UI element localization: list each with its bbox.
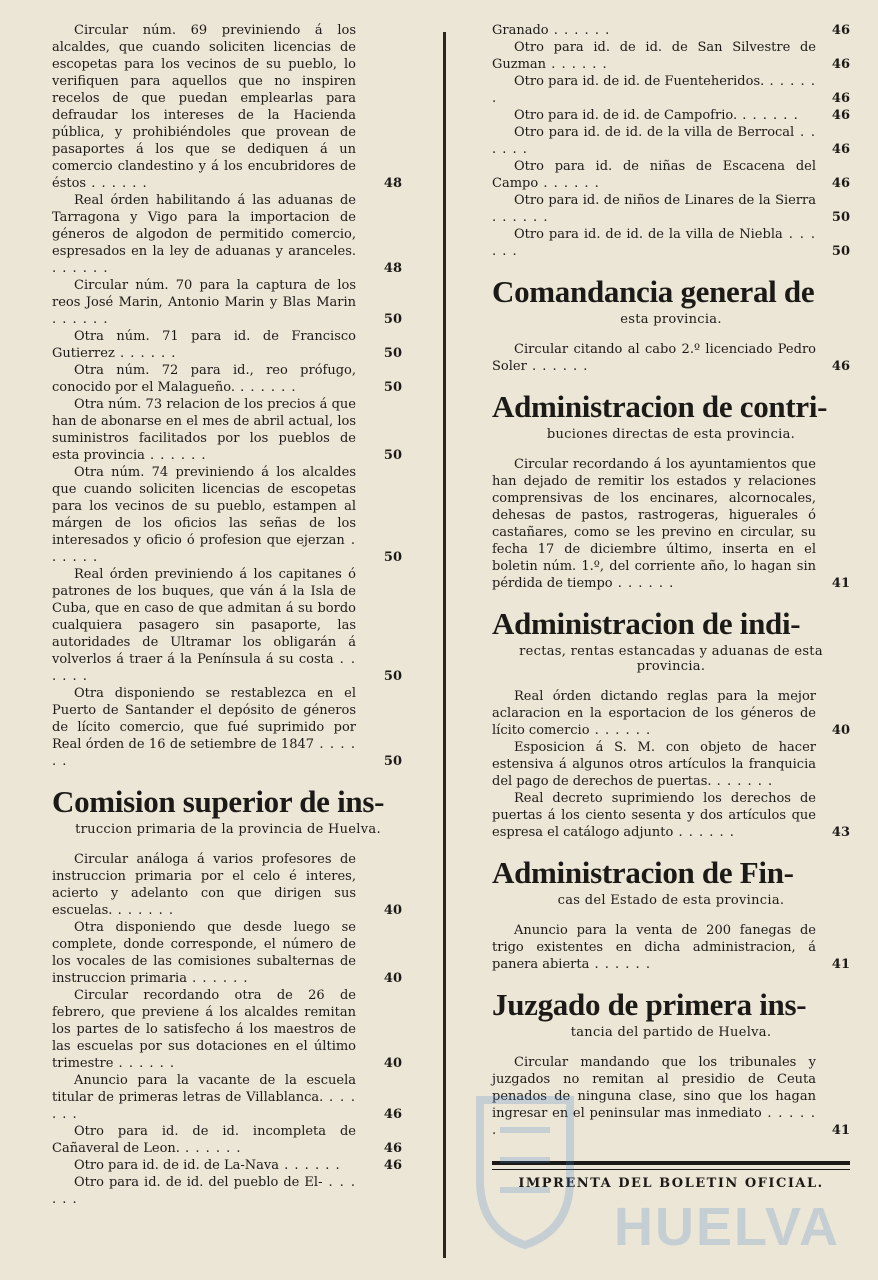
section-subheading: esta provincia. (620, 312, 722, 327)
leader-dots: . . . . . . (86, 176, 148, 191)
index-entry (52, 277, 404, 328)
leader-dots: . . . . . . (52, 652, 357, 684)
index-entry (492, 124, 850, 158)
entry-text: Real órden previniendo á los capitanes ó patrones de los buques, que ván á la Isla de Cuba, que en caso de que admitan á su bordo cualquiera pasagero sin pasaporte, las autoridades de Ultramar los obligarán á volverlos á traer á la Península á su costa (52, 567, 356, 667)
index-entry (492, 739, 850, 790)
section-subheading-comision: truccion primaria de la provincia de Huelva. (75, 822, 381, 837)
leader-dots: . . . . . . (589, 723, 652, 738)
page-number: 48 (383, 261, 402, 276)
left-column (52, 22, 404, 1208)
entry-text: Otro para id. de niños de Linares de la Sierra (514, 193, 816, 208)
index-entry (492, 1054, 850, 1139)
leader-dots: . . . . . . (113, 1056, 176, 1071)
index-entry (492, 456, 850, 592)
entry-text: Otro para id. de id. de la villa de Berrocal (514, 125, 795, 140)
leader-dots: . . . . . . (144, 448, 207, 463)
entry-text: Otra núm. 74 previniendo á los alcaldes que cuando soliciten licencias de escopetas para los vecinos de su pueblo, estampen al márgen de los oficios las señas de los interesados y oficio ó profesion que ejerzan (52, 465, 356, 548)
page-number: 48 (383, 176, 402, 191)
footer-rule-thin (492, 1169, 850, 1170)
index-entry (492, 688, 850, 739)
column-divider (443, 32, 446, 1258)
page-number: 50 (383, 669, 402, 684)
leader-dots: . . . . . . (546, 57, 608, 72)
index-entry (52, 1157, 404, 1174)
page-number: 41 (831, 1123, 850, 1138)
entry-text: Real órden habilitando á las aduanas de Tarragona y Vigo para la importacion de géneros de algodon de permitido comercio, espresados en la ley de aduanas y aranceles. (52, 193, 356, 259)
page-number: 50 (831, 244, 850, 259)
page-number: 46 (383, 1158, 402, 1173)
page-number: 46 (831, 57, 850, 72)
index-entry (52, 919, 404, 987)
section-subheading: cas del Estado de esta provincia. (557, 893, 785, 908)
index-entry (52, 987, 404, 1072)
leader-dots: . . . . . . (492, 1106, 816, 1138)
entry-text: Otra disponiendo se restablezca en el Puerto de Santander el depósito de géneros de lícito comercio, que fué suprimido por Real órden de 16 de setiembre de 1847 (52, 686, 356, 752)
entry-text: Circular núm. 69 previniendo á los alcaldes, que cuando soliciten licencias de escopetas para los vecinos de su pueblo, lo verifiquen para aquellos que no inspiren recelos de que puedan emplearlas para defraudar los intereses de la Hacienda pública, y prohibiéndoles que provean de pasaportes á los que se dediquen á un comercio clandestino y á los encubridores de éstos (52, 23, 356, 191)
page-number: 46 (831, 359, 850, 374)
page-number: 46 (831, 142, 850, 157)
index-entry (492, 22, 850, 39)
leader-dots: . . . . . . (52, 261, 109, 276)
page-number: 50 (383, 754, 402, 769)
leader-dots: . . . . . . (52, 1090, 356, 1122)
page-number: 50 (383, 380, 402, 395)
leader-dots: . . . . . . (112, 903, 175, 918)
section-heading: Administracion de Fin- (492, 855, 794, 890)
left-entries (52, 22, 404, 770)
index-entry (52, 192, 404, 277)
entry-text: Otro para id. de id. de Campofrio. (514, 108, 738, 123)
index-entry (52, 851, 404, 919)
leader-dots: . . . . . . (186, 971, 249, 986)
index-entry (492, 341, 850, 375)
index-entry (52, 328, 404, 362)
entry-text: Otra núm. 73 relacion de los precios á que han de abonarse en el mes de abril actual, los suministros facilitados por los pueblos de esta provincia (52, 397, 356, 463)
index-entry (492, 39, 850, 73)
entry-text: Otro para id. de id. incompleta de Cañaveral de Leon. (52, 1124, 356, 1156)
entry-text: Otro para id. de id. de San Silvestre de Guzman (492, 40, 816, 72)
right-sections (492, 274, 850, 1139)
leader-dots: . . . . . . (526, 359, 589, 374)
leader-dots: . . . . . . (492, 227, 817, 259)
leader-dots: . . . . . . (52, 312, 109, 327)
page-number: 41 (831, 957, 850, 972)
entry-text: Circular citando al cabo 2.º licenciado Pedro Soler (492, 342, 816, 374)
imprint-footer: IMPRENTA DEL BOLETIN OFICIAL. (518, 1176, 824, 1191)
leader-dots: . . . . . . (52, 1175, 356, 1207)
entry-text: Otro para id. de niñas de Escacena del Campo (492, 159, 816, 191)
page-number: 46 (383, 1141, 402, 1156)
index-entry (492, 226, 850, 260)
index-entry (492, 790, 850, 841)
entry-text: Anuncio para la vacante de la escuela titular de primeras letras de Villablanca. (52, 1073, 356, 1105)
page-number: 50 (383, 312, 402, 327)
leader-dots: . . . . . . (673, 825, 735, 840)
entry-text: Anuncio para la venta de 200 fanegas de trigo existentes en dicha administracion, á panera abierta (492, 923, 816, 972)
section-subheading: tancia del partido de Huelva. (570, 1025, 772, 1040)
index-entry (52, 396, 404, 464)
leader-dots: . . . . . . (737, 108, 799, 123)
page-number: 40 (383, 971, 402, 986)
page-number: 50 (383, 448, 402, 463)
index-entry (52, 685, 404, 770)
leader-dots: . . . . . . (114, 346, 177, 361)
index-entry (52, 22, 404, 192)
index-entry (52, 1072, 404, 1123)
right-column (492, 22, 850, 1191)
right-entries (492, 22, 850, 260)
entry-text: Circular núm. 70 para la captura de los reos José Marin, Antonio Marin y Blas Marin (52, 278, 356, 310)
page-number: 50 (383, 346, 402, 361)
leader-dots: . . . . . . (538, 176, 600, 191)
section-heading: Juzgado de primera ins- (492, 987, 807, 1022)
entry-text: Circular análoga á varios profesores de instruccion primaria por el celo é interes, acierto y adelanto con que dirigen sus escuelas. (52, 852, 356, 918)
leader-dots: . . . . . . (234, 380, 297, 395)
leader-dots: . . . . . . (492, 74, 816, 106)
index-entry (52, 566, 404, 685)
page-number: 50 (383, 550, 402, 565)
entry-text: Granado (492, 23, 549, 38)
leader-dots: . . . . . . (52, 533, 357, 565)
page-number: 40 (383, 1056, 402, 1071)
index-entry (492, 192, 850, 226)
page-number: 46 (831, 108, 850, 123)
entry-text: Real órden dictando reglas para la mejor aclaracion en la esportacion de los géneros de lícito comercio (492, 689, 816, 738)
leader-dots: . . . . . . (492, 125, 816, 157)
entry-text: Otro para id. de id. del pueblo de El- (74, 1175, 323, 1190)
entry-text: Circular recordando otra de 26 de febrero, que previene á los alcaldes remitan los partes de lo satisfecho á los maestros de las escuelas por sus dotaciones en el último trimestre (52, 988, 356, 1071)
entry-text: Real decreto suprimiendo los derechos de puertas á los ciento sesenta y dos artículos que espresa el catálogo adjunto (492, 791, 816, 840)
index-entry (492, 107, 850, 124)
section-subheading: buciones directas de esta provincia. (546, 427, 796, 442)
index-entry (52, 1123, 404, 1157)
section-subheading: rectas, rentas estancadas y aduanas de esta provincia. (519, 644, 823, 674)
page-number: 40 (383, 903, 402, 918)
page-number: 46 (831, 176, 850, 191)
leader-dots: . . . . . . (179, 1141, 242, 1156)
page-number: 43 (831, 825, 850, 840)
index-entry (52, 362, 404, 396)
entry-text: Otra núm. 71 para id. de Francisco Gutierrez (52, 329, 356, 361)
footer-rule (492, 1161, 850, 1165)
index-entry (492, 922, 850, 973)
page-number: 40 (831, 723, 850, 738)
entry-text: Circular mandando que los tribunales y juzgados no remitan al presidio de Ceuta penados de ninguna clase, sino que los hagan ingresar en el peninsular mas inmediato (492, 1055, 816, 1121)
page-number: 46 (831, 23, 850, 38)
page-number: 46 (831, 91, 850, 106)
section-heading: Comandancia general de (492, 274, 815, 309)
entry-text: Circular recordando á los ayuntamientos que han dejado de remitir los estados y relaciones comprensivas de los encinares, alcornocales, dehesas de pastos, rastrogeras, higuerales ó castañares, como se les previno en circular, su fecha 17 de diciembre último, inserta en el boletin núm. 1.º, del corriente año, lo hagan sin pérdida de tiempo (492, 457, 816, 591)
entry-text: Otro para id. de id. de la villa de Niebla (514, 227, 783, 242)
comision-entries (52, 851, 404, 1208)
leader-dots: . . . . . . (589, 957, 651, 972)
page-number: 46 (383, 1107, 402, 1122)
entry-text: Otro para id. de id. de La-Nava (74, 1158, 280, 1173)
leader-dots: . . . . . . (612, 576, 675, 591)
watermark-text: HUELVA (614, 1197, 840, 1257)
leader-dots: . . . . . . (711, 774, 774, 789)
section-heading: Administracion de contri- (492, 389, 828, 424)
entry-text: Esposicion á S. M. con objeto de hacer estensiva á algunos otros artículos la franquicia del pago de derechos de puertas. (492, 740, 816, 789)
leader-dots: . . . . . . (279, 1158, 341, 1173)
entry-text: Otro para id. de id. de Fuenteheridos. (514, 74, 765, 89)
index-entry (492, 158, 850, 192)
entry-text: Otra núm. 72 para id., reo prófugo, conocido por el Malagueño. (52, 363, 356, 395)
section-heading-comision: Comision superior de ins- (52, 784, 385, 819)
section-heading: Administracion de indi- (492, 606, 801, 641)
entry-text: Otra disponiendo que desde luego se complete, donde corresponde, el número de los vocales de las comisiones subalternas de instruccion primaria (52, 920, 356, 986)
index-entry (52, 1174, 404, 1208)
leader-dots: . . . . . . (52, 737, 356, 769)
leader-dots: . . . . . . (548, 23, 611, 38)
leader-dots: . . . . . . (492, 210, 549, 225)
index-entry (492, 73, 850, 107)
page-number: 50 (831, 210, 850, 225)
index-entry (52, 464, 404, 566)
page-number: 41 (831, 576, 850, 591)
